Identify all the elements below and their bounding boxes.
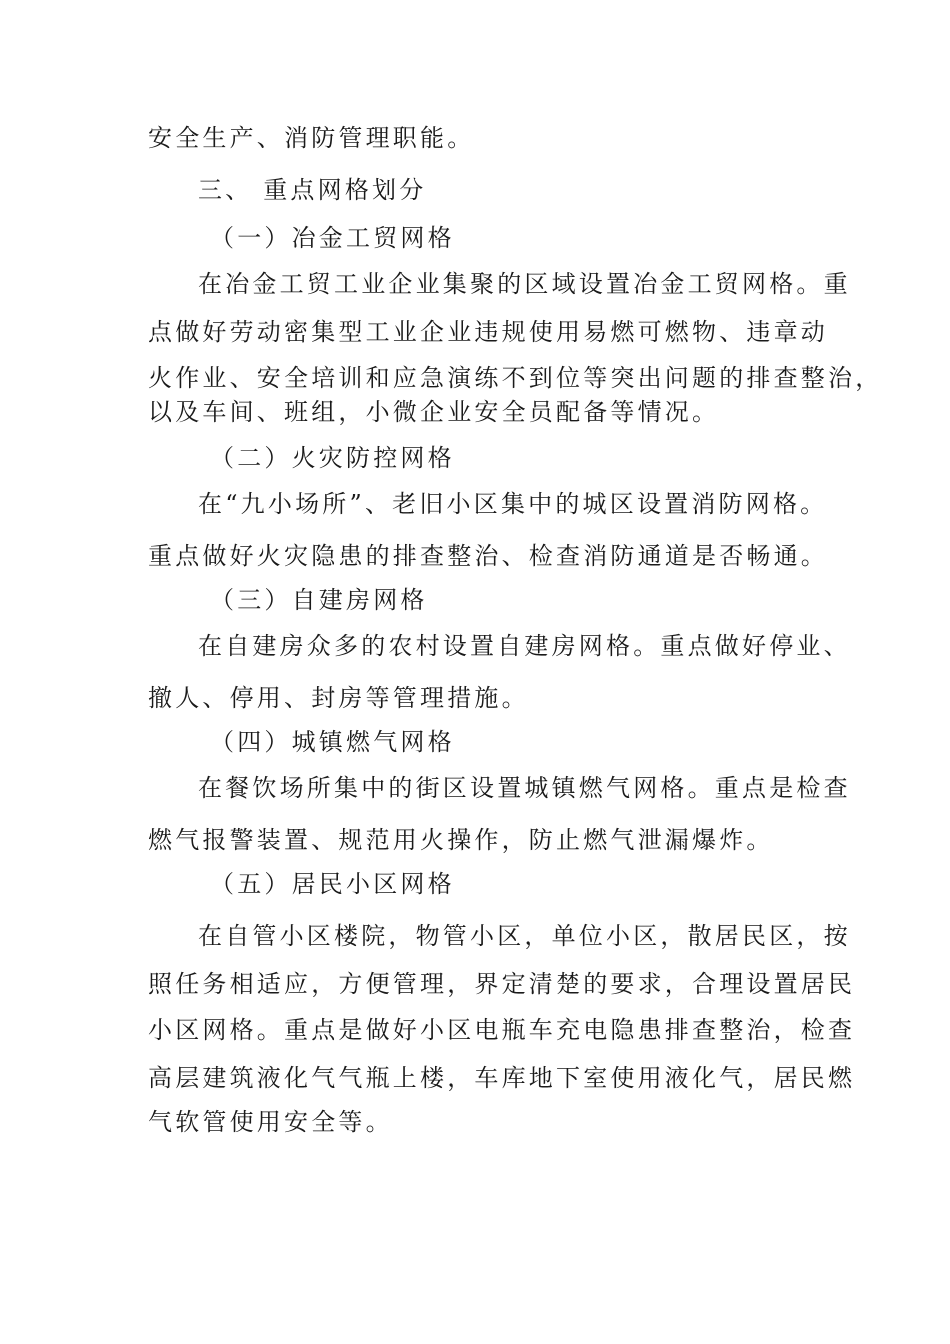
paragraph-line: 高层建筑液化气气瓶上楼，车库地下室使用液化气，居民燃 [148, 1064, 856, 1092]
paragraph-line: 在自建房众多的农村设置自建房网格。重点做好停业、 [198, 632, 851, 660]
section-heading: 三、 重点网格划分 [198, 176, 427, 204]
paragraph-line: 点做好劳动密集型工业企业违规使用易燃可燃物、违章动 [148, 318, 828, 346]
subheading-self-built-housing: （三）自建房网格 [210, 586, 428, 614]
subheading-residential: （五）居民小区网格 [210, 870, 455, 898]
paragraph-line: 重点做好火灾隐患的排查整治、检查消防通道是否畅通。 [148, 542, 828, 570]
paragraph-line: 以及车间、班组，小微企业安全员配备等情况。 [148, 398, 720, 426]
paragraph-line: 燃气报警装置、规范用火操作，防止燃气泄漏爆炸。 [148, 826, 774, 854]
paragraph-line: 在“九小场所”、老旧小区集中的城区设置消防网格。 [198, 490, 828, 518]
paragraph-line: 火作业、安全培训和应急演练不到位等突出问题的排查整治， [148, 364, 883, 392]
paragraph-line: 气软管使用安全等。 [148, 1108, 393, 1136]
paragraph-line: 在冶金工贸工业企业集聚的区域设置冶金工贸网格。重 [198, 270, 851, 298]
paragraph-line: 小区网格。重点是做好小区电瓶车充电隐患排查整治，检查 [148, 1016, 856, 1044]
subheading-urban-gas: （四）城镇燃气网格 [210, 728, 455, 756]
intro-tail-line: 安全生产、消防管理职能。 [148, 124, 475, 152]
subheading-fire-control: （二）火灾防控网格 [210, 444, 455, 472]
paragraph-line: 在自管小区楼院，物管小区，单位小区，散居民区，按 [198, 922, 851, 950]
paragraph-line: 在餐饮场所集中的街区设置城镇燃气网格。重点是检查 [198, 774, 851, 802]
paragraph-line: 照任务相适应，方便管理，界定清楚的要求，合理设置居民 [148, 970, 856, 998]
paragraph-line: 撤人、停用、封房等管理措施。 [148, 684, 529, 712]
subheading-metallurgy: （一）冶金工贸网格 [210, 224, 455, 252]
